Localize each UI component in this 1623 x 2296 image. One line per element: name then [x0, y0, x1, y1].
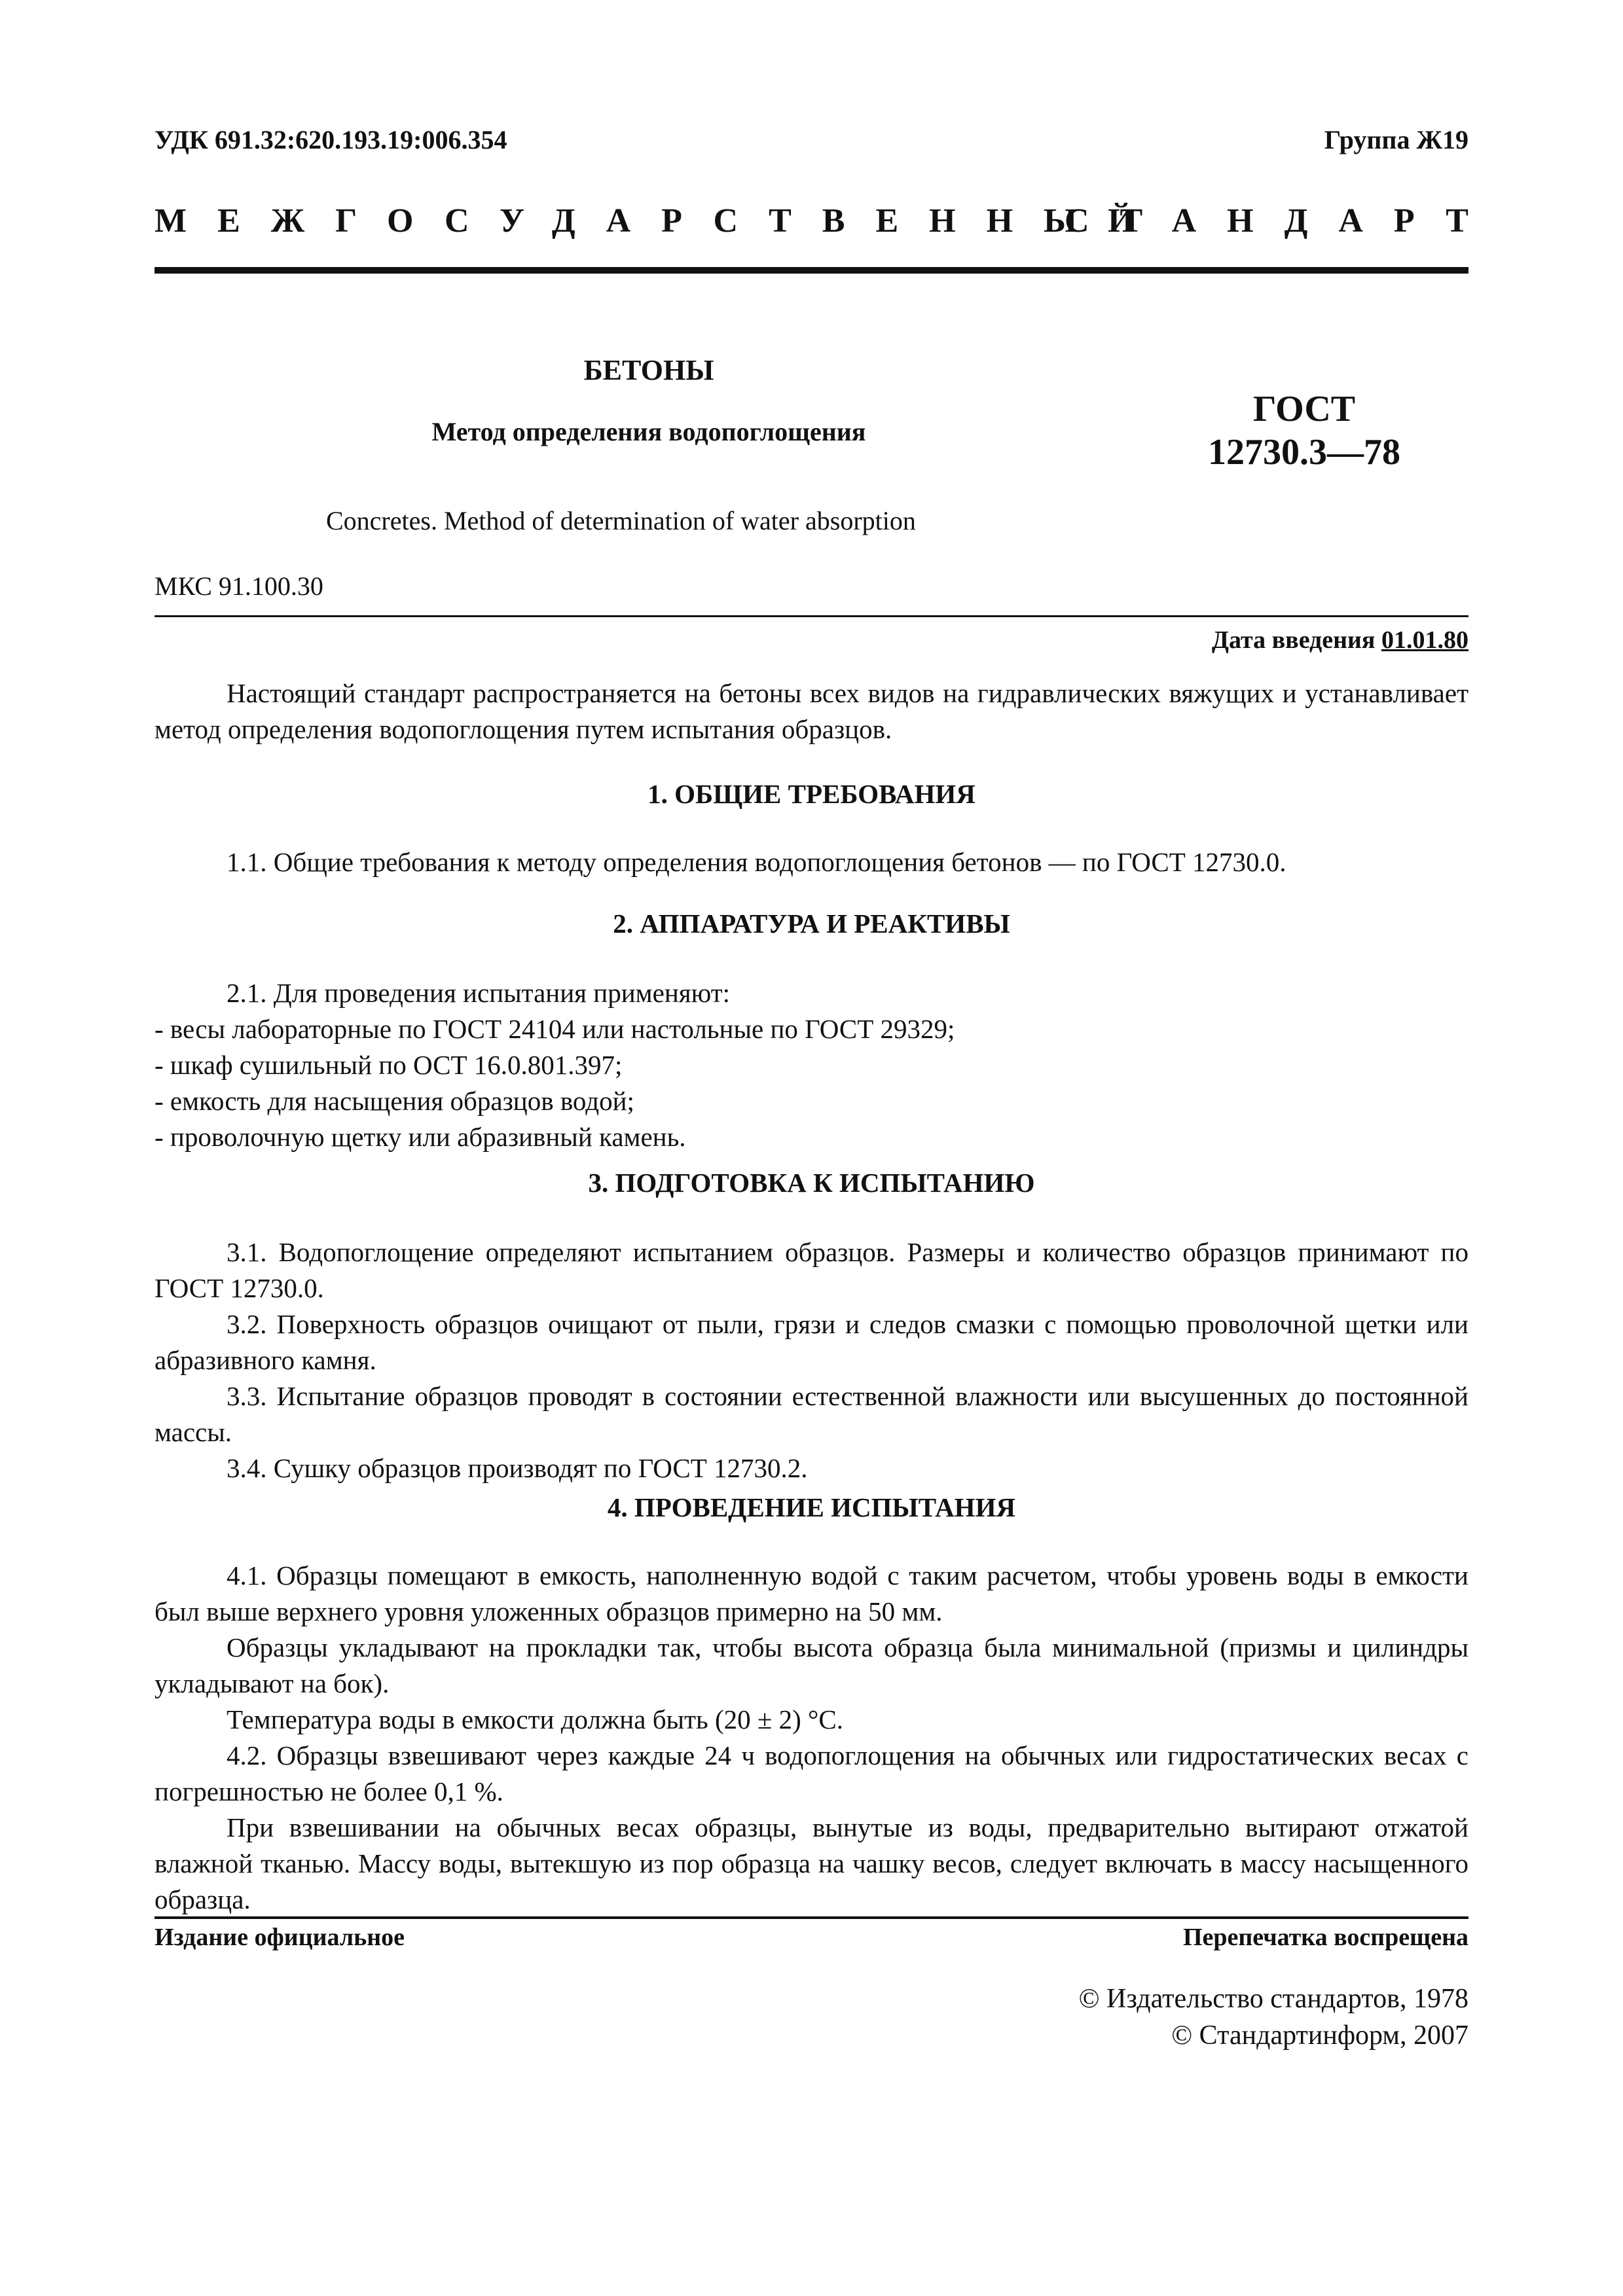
clause-4-1-temperature: Температура воды в емкости должна быть (20 ± 2) °С.: [227, 1704, 844, 1734]
reprint-notice: Перепечатка воспрещена: [1182, 1924, 1468, 1951]
clause-4-2-weighing: При взвешивании на обычных весах образцы, вынутые из воды, предварительно вытирают отжатой влажной тканью. Массу воды, вытекшую из пор образца на чашку весов, следует включать в массу насыщенного образца.: [155, 1812, 1468, 1914]
section-1: [155, 776, 1468, 812]
section-2-content: [155, 975, 1468, 1155]
banner-word-interstate: МЕЖГОСУДАРСТВЕННЫЙ: [155, 202, 1165, 240]
gost-number: [1167, 387, 1442, 474]
clause-3-3: 3.3. Испытание образцов проводят в состоянии естественной влажности или высушенных до постоянной массы.: [155, 1381, 1468, 1447]
header-row: [155, 124, 1468, 164]
title-divider: [155, 615, 1468, 617]
section-4: [155, 1490, 1468, 1526]
mks-code: МКС 91.100.30: [155, 571, 323, 601]
copyright-line: © Стандартинформ, 2007: [1171, 2020, 1468, 2051]
section-3-content: [155, 1234, 1468, 1486]
clause-3-1: 3.1. Водопоглощение определяют испытанием образцов. Размеры и количество образцов принимают по ГОСТ 12730.0.: [155, 1237, 1468, 1303]
copyright-line: © Издательство стандартов, 1978: [1078, 1984, 1468, 2014]
intro-paragraph: Настоящий стандарт распространяется на бетоны всех видов на гидравлических вяжущих и устанавливает метод определения водопоглощения путем испытания образцов.: [155, 678, 1468, 744]
english-title: Concretes. Method of determination of water absorption: [326, 506, 916, 535]
intro-date-label: Дата введения: [1211, 626, 1376, 654]
intro-block: [155, 675, 1468, 747]
clause-4-1-placement: Образцы укладывают на прокладки так, чтобы высота образца была минимальной (призмы и цилиндры укладывают на бок).: [155, 1632, 1468, 1698]
section-4-content: [155, 1558, 1468, 1918]
intro-date-value: 01.01.80: [1381, 626, 1468, 654]
header-divider: [155, 267, 1468, 274]
clause-3-4: 3.4. Сушку образцов производят по ГОСТ 12730.2.: [227, 1453, 808, 1483]
list-item: - весы лабораторные по ГОСТ 24104 или настольные по ГОСТ 29329;: [155, 1014, 955, 1044]
section-heading: 1. ОБЩИЕ ТРЕБОВАНИЯ: [647, 779, 976, 809]
clause-4-1: 4.1. Образцы помещают в емкость, наполненную водой с таким расчетом, чтобы уровень воды в емкости был выше верхнего уровня уложенных образцов примерно на 50 мм.: [155, 1560, 1468, 1626]
document-subtitle: Метод определения водопоглощения: [431, 417, 866, 446]
standard-banner: [155, 202, 1499, 254]
copyright-block: [1079, 1981, 1468, 2054]
section-3: [155, 1165, 1468, 1201]
intro-date: [1212, 626, 1468, 655]
list-item: - проволочную щетку или абразивный камень.: [155, 1122, 686, 1152]
section-heading: 2. АППАРАТУРА И РЕАКТИВЫ: [613, 908, 1010, 939]
document-title: БЕТОНЫ: [583, 354, 714, 386]
udk-code: УДК 691.32:620.193.19:006.354: [155, 125, 507, 154]
banner-word-standard: СТАНДАРТ: [1064, 202, 1499, 240]
list-item: - емкость для насыщения образцов водой;: [155, 1086, 634, 1116]
section-heading: 3. ПОДГОТОВКА К ИСПЫТАНИЮ: [588, 1168, 1035, 1198]
list-item: - шкаф сушильный по ОСТ 16.0.801.397;: [155, 1050, 623, 1080]
clause-3-2: 3.2. Поверхность образцов очищают от пыли, грязи и следов смазки с помощью проволочной щетки или абразивного камня.: [155, 1309, 1468, 1375]
clause-4-2: 4.2. Образцы взвешивают через каждые 24 ч водопоглощения на обычных или гидростатических весах с погрешностью не более 0,1 %.: [155, 1740, 1468, 1806]
group-code: Группа Ж19: [1324, 125, 1468, 154]
clause-2-1: 2.1. Для проведения испытания применяют:: [227, 978, 731, 1008]
section-2: [155, 906, 1468, 942]
clause-1-1: 1.1. Общие требования к методу определения водопоглощения бетонов — по ГОСТ 12730.0.: [227, 847, 1286, 877]
gost-code: 12730.3—78: [1208, 432, 1400, 473]
edition-label: Издание официальное: [155, 1924, 405, 1951]
gost-label: ГОСТ: [1252, 389, 1356, 429]
section-heading: 4. ПРОВЕДЕНИЕ ИСПЫТАНИЯ: [607, 1492, 1016, 1522]
footer-divider: [155, 1916, 1468, 1919]
section-1-content: [155, 844, 1468, 880]
